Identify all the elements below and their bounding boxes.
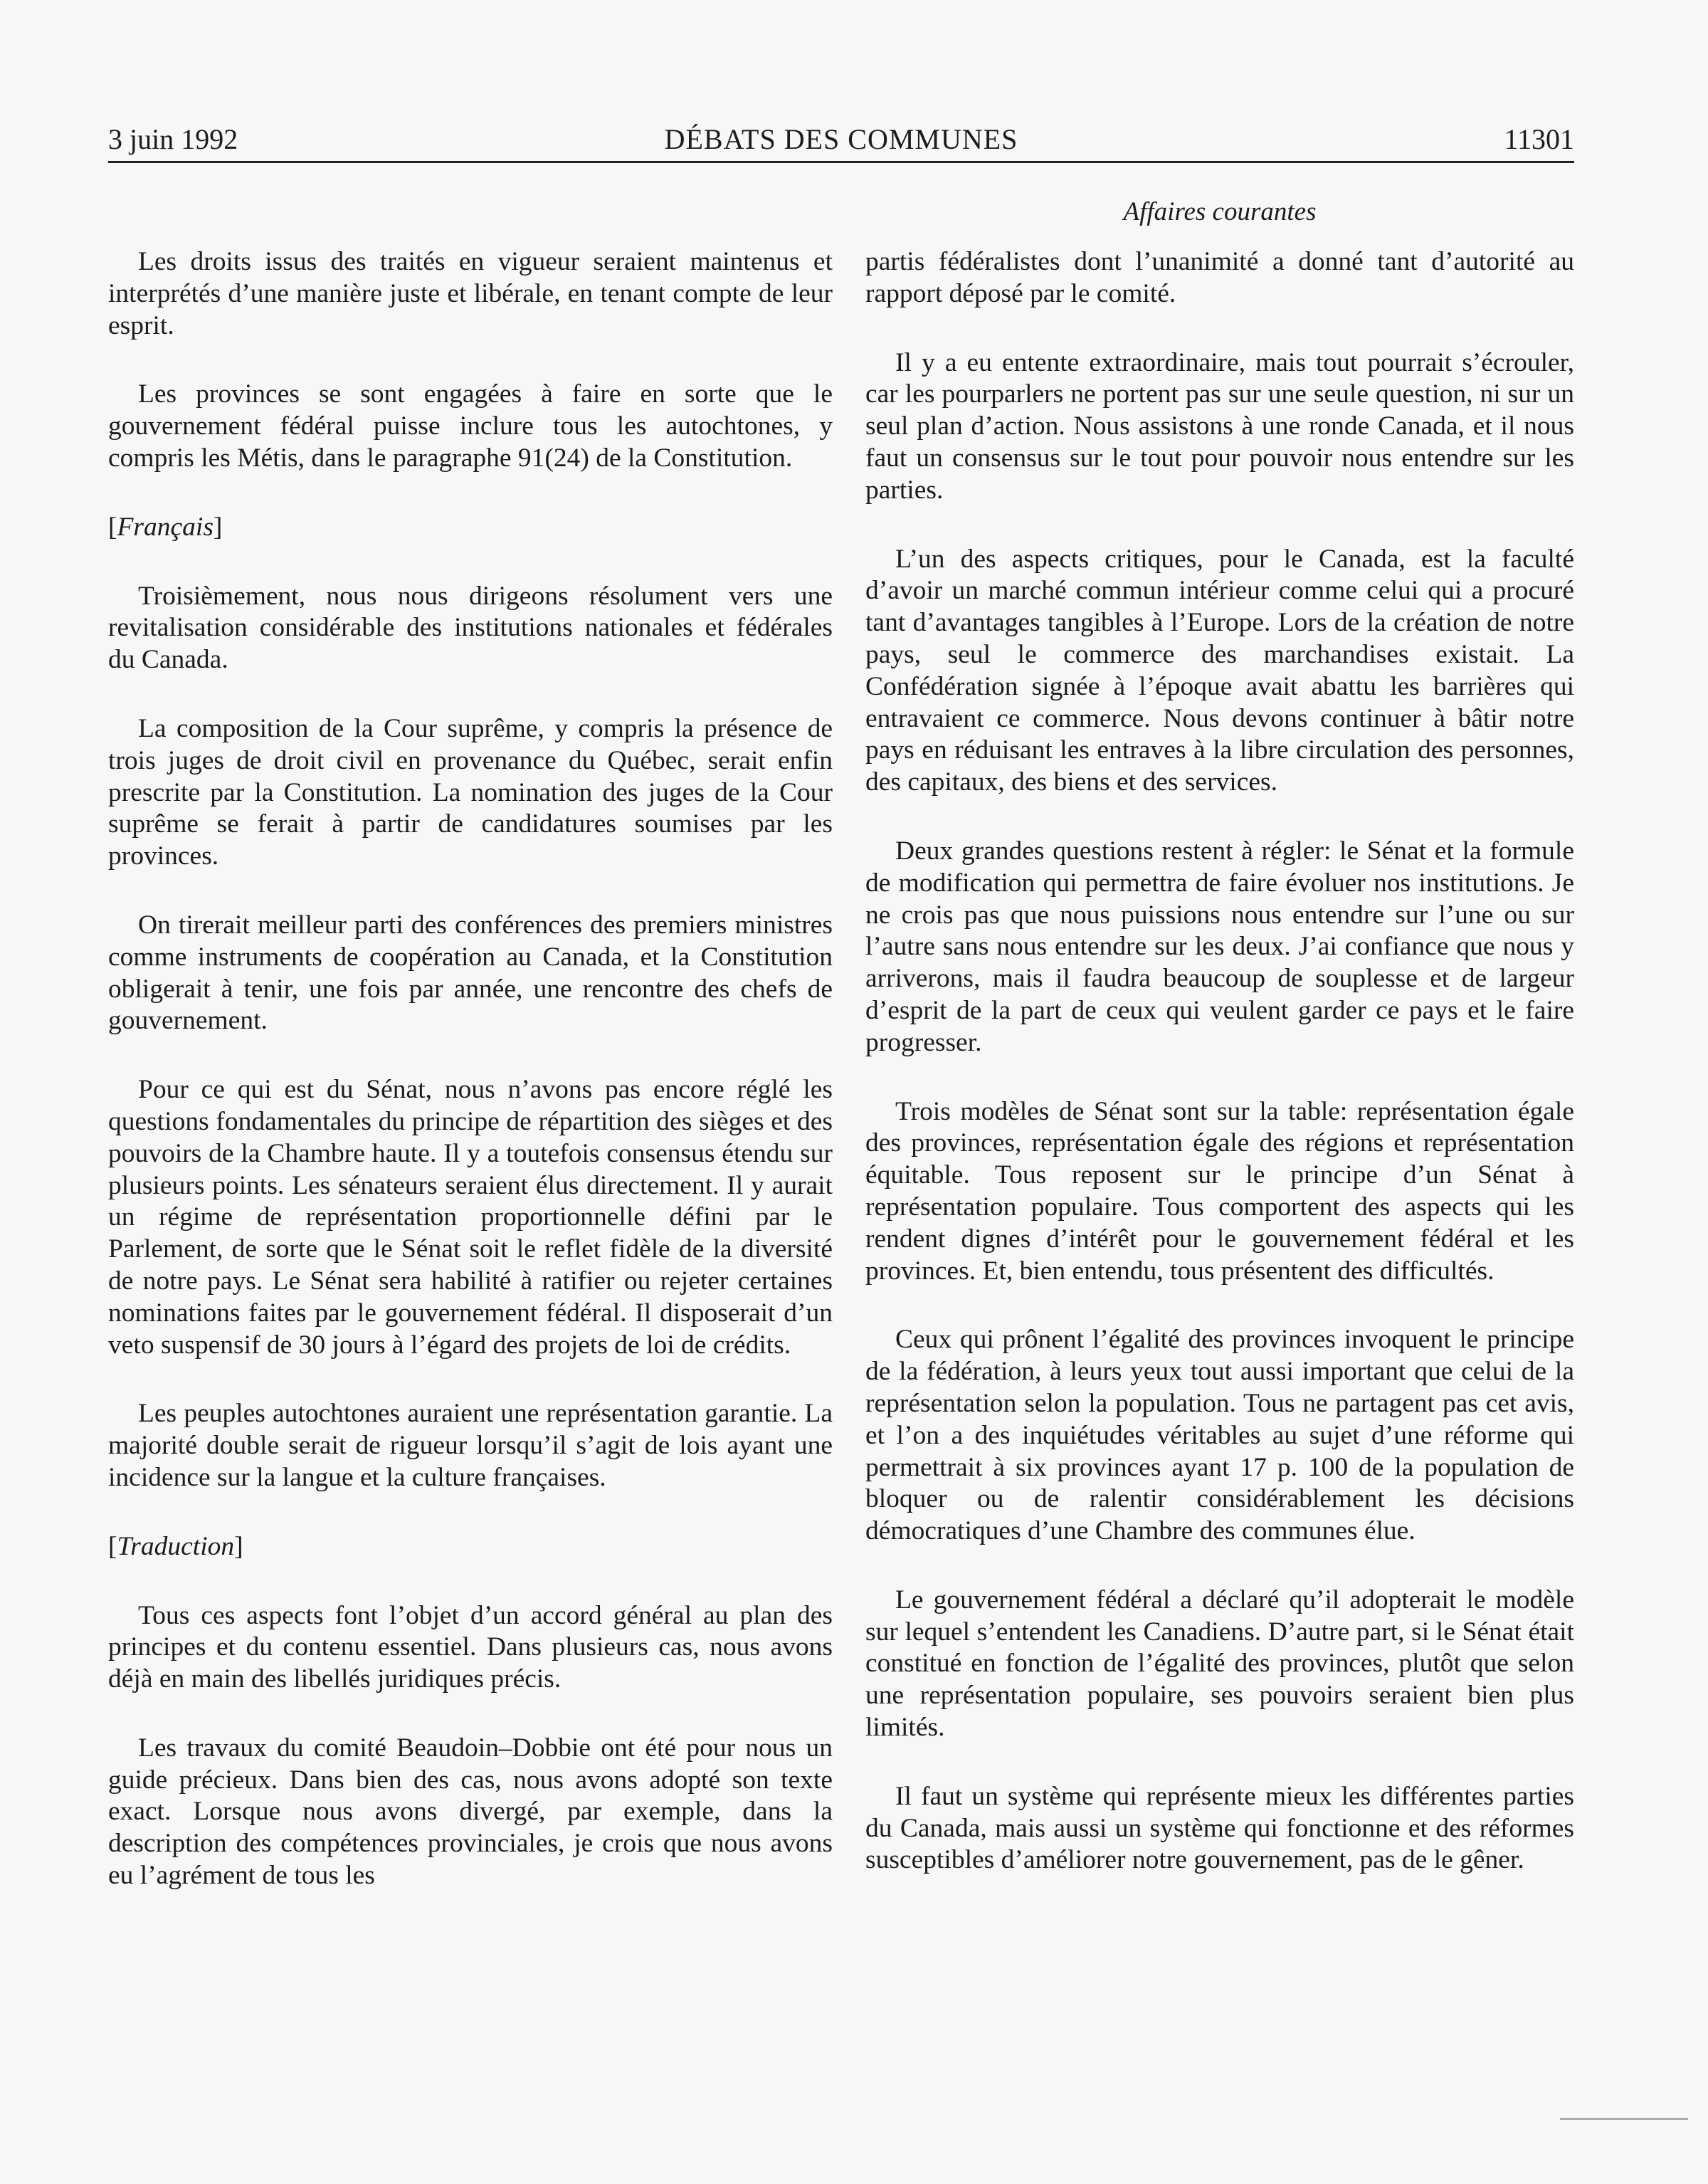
paragraph: Les provinces se sont engagées à faire en sorte que le gouvernement fédéral puisse inclure tous les autochtones, y compris les Métis, dans le paragraphe 91(24) de la Constitution. — [108, 379, 833, 473]
tag-open-bracket: [ — [108, 512, 117, 542]
paragraph: Les travaux du comité Beaudoin–Dobbie ont été pour nous un guide précieux. Dans bien des cas, nous avons adopté son texte exact. Lorsque nous avons divergé, par exemple, dans la description des compétences provinciales, je crois que nous avons eu l’agrément de tous les — [108, 1733, 833, 1891]
language-tag — [108, 1531, 833, 1563]
right-column — [865, 246, 1574, 1913]
publication-title: DÉBATS DES COMMUNES — [664, 123, 1018, 155]
paragraph: Deux grandes questions restent à régler: le Sénat et la formule de modification qui permettra de faire évoluer nos institutions. Je ne crois pas que nous puissions nous entendre sur l’une ou sur l’autre sans nous entendre sur les deux. J’ai confiance que nous y arriverons, mais il faudra beaucoup de souplesse et de largeur d’esprit de la part de ceux qui veulent garder ce pays et le faire progresser. — [865, 836, 1574, 1057]
left-column — [108, 246, 833, 1929]
paragraph: Les peuples autochtones auraient une représentation garantie. La majorité double serait de rigueur lorsqu’il s’agit de lois ayant une incidence sur la langue et la culture françaises. — [108, 1399, 833, 1492]
header-rule — [108, 161, 1574, 163]
scan-mark — [1560, 2118, 1688, 2120]
section-label: Affaires courantes — [1123, 197, 1317, 226]
paragraph: Ceux qui prônent l’égalité des provinces invoquent le principe de la fédération, à leurs yeux tout aussi important que celui de la représentation selon la population. Tous ne partagent pas cet avis, et l’on a des inquiétudes véritables au sujet d’une réforme qui permettrait à six provinces ayant 17 p. 100 de la population de bloquer ou de ralentir considérablement les décisions démocratiques d’une Chambre des communes élue. — [865, 1325, 1574, 1546]
paragraph: Tous ces aspects font l’objet d’un accord général au plan des principes et du contenu essentiel. Dans plusieurs cas, nous avons déjà en main des libellés juridiques précis. — [108, 1600, 833, 1694]
tag-close-bracket: ] — [213, 512, 223, 542]
paragraph: Pour ce qui est du Sénat, nous n’avons pas encore réglé les questions fondamentales du principe de répartition des sièges et des pouvoirs de la Chambre haute. Il y a toutefois consensus étendu sur plusieurs points. Les sénateurs seraient élus directement. Il y aurait un régime de représentation proportionnelle défini par le Parlement, de sorte que le Sénat soit le reflet fidèle de la diversité de notre pays. Le Sénat sera habilité à ratifier ou rejeter certaines nominations faites par le gouvernement fédéral. Il disposerait d’un veto suspensif de 30 jours à l’égard des projets de loi de crédits. — [108, 1075, 833, 1360]
paragraph: Troisièmement, nous nous dirigeons résolument vers une revitalisation considérable des institutions nationales et fédérales du Canada. — [108, 581, 833, 675]
paragraph: On tirerait meilleur parti des conférences des premiers ministres comme instruments de coopération au Canada, et la Constitution obligerait à tenir, une fois par année, une rencontre des chefs de gouvernement. — [108, 910, 833, 1036]
tag-close-bracket: ] — [234, 1531, 243, 1561]
page-header — [108, 120, 1574, 164]
header-date: 3 juin 1992 — [108, 123, 238, 155]
paragraph: Trois modèles de Sénat sont sur la table: représentation égale des provinces, représentation égale des régions et représentation équitable. Tous reposent sur le principe d’un Sénat à représentation populaire. Tous comportent des aspects qui les rendent dignes d’intérêt pour le gouvernement fédéral et les provinces. Et, bien entendu, tous présentent des difficultés. — [865, 1096, 1574, 1286]
tag-open-bracket: [ — [108, 1531, 117, 1561]
paragraph: Le gouvernement fédéral a déclaré qu’il adopterait le modèle sur lequel s’entendent les Canadiens. D’autre part, si le Sénat était constitué en fonction de l’égalité des provinces, plutôt que selon une représentation populaire, ses pouvoirs seraient bien plus limités. — [865, 1585, 1574, 1743]
tag-label: Français — [117, 512, 214, 542]
tag-label: Traduction — [117, 1531, 235, 1561]
paragraph: Il y a eu entente extraordinaire, mais tout pourrait s’écrouler, car les pourparlers ne portent pas sur une seule question, ni sur un seul plan d’action. Nous assistons à une ronde Canada, et il nous faut un consensus sur le tout pour pouvoir nous entendre sur les parties. — [865, 347, 1574, 505]
paragraph: Il faut un système qui représente mieux les différentes parties du Canada, mais aussi un système qui fonctionne et des réformes susceptibles d’améliorer notre gouvernement, pas de le gêner. — [865, 1781, 1574, 1875]
language-tag — [108, 512, 833, 544]
paragraph: La composition de la Cour suprême, y compris la présence de trois juges de droit civil en provenance du Québec, serait enfin prescrite par la Constitution. La nomination des juges de la Cour suprême se ferait à partir de candidatures soumises par les provinces. — [108, 713, 833, 871]
paragraph: Les droits issus des traités en vigueur seraient maintenus et interprétés d’une manière juste et libérale, en tenant compte de leur esprit. — [108, 247, 833, 340]
paragraph: L’un des aspects critiques, pour le Canada, est la faculté d’avoir un marché commun intérieur comme celui qui a procuré tant d’avantages tangibles à l’Europe. Lors de la création de notre pays, seul le commerce des marchandises existait. La Confédération signée à l’époque avait abattu les barrières qui entravaient ce commerce. Nous devons continuer à bâtir notre pays en réduisant les entraves à la libre circulation des personnes, des capitaux, des biens et des services. — [865, 544, 1574, 797]
paragraph-continued: partis fédéralistes dont l’unanimité a donné tant d’autorité au rapport déposé par le comité. — [865, 247, 1574, 308]
page-number: 11301 — [1504, 123, 1574, 155]
